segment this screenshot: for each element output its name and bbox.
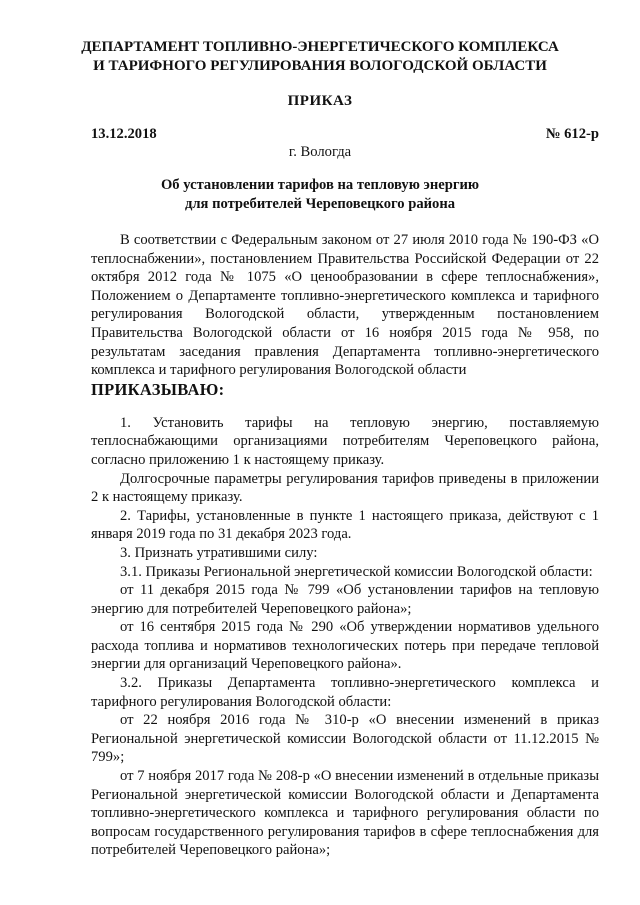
document-number: № 612-р — [545, 126, 599, 142]
document-body — [91, 231, 599, 860]
spacer — [91, 400, 599, 414]
item-paragraph: от 11 декабря 2015 года № 799 «Об установлении тарифов на тепловую энергию для потребителей Череповецкого района»; — [91, 582, 599, 617]
item-paragraph: Долгосрочные параметры регулирования тарифов приведены в приложении 2 к настоящему приказу. — [91, 470, 599, 506]
document-subject — [60, 176, 580, 213]
item-paragraph: 3. Признать утратившими силу: — [120, 544, 318, 561]
item-paragraph: 2. Тарифы, установленные в пункте 1 настоящего приказа, действуют с 1 января 2019 года по 31 декабря 2023 года. — [91, 507, 599, 543]
document-type-title: ПРИКАЗ — [287, 93, 353, 109]
department-header — [60, 38, 580, 76]
subject-line-1: Об установлении тарифов на тепловую энергию — [160, 177, 480, 193]
item-paragraph: от 22 ноября 2016 года № 310-р «О внесении изменений в приказ Региональной энергетической комиссии Вологодской области от 11.12.2015 № 799»; — [91, 712, 599, 766]
item-paragraph: 1. Установить тарифы на тепловую энергию, поставляемую теплоснабжающими организациями потребителям Череповецкого района, согласно приложению 1 к настоящему приказу. — [91, 414, 599, 468]
header-line-2: И ТАРИФНОГО РЕГУЛИРОВАНИЯ ВОЛОГОДСКОЙ ОБЛАСТИ — [93, 58, 547, 74]
item-paragraph: от 7 ноября 2017 года № 208-р «О внесении изменений в отдельные приказы Региональной энергетической комиссии Вологодской области и Департамента топливно-энергетического комплекса и тарифного регулирования области по вопросам государственного регулирования тарифов в сфере теплоснабжения для потребителей Череповецкого района»; — [91, 768, 599, 859]
item-paragraph: 3.2. Приказы Департамента топливно-энергетического комплекса и тарифного регулирования Вологодской области: — [91, 675, 599, 710]
header-line-1: ДЕПАРТАМЕНТ ТОПЛИВНО-ЭНЕРГЕТИЧЕСКОГО КОМПЛЕКСА — [81, 39, 559, 55]
subject-line-2: для потребителей Череповецкого района — [184, 195, 456, 212]
document-date: 13.12.2018 — [91, 126, 157, 142]
preamble-paragraph: В соответствии с Федеральным законом от 27 июля 2010 года № 190-ФЗ «О теплоснабжении», постановлением Правительства Российской Федерации от 22 октября 2012 года № 1075 «О ценообразовании в сфере теплоснабжения», Положением о Департаменте топливно-энергетического комплекса и тарифного регулирования Вологодской области, утвержденным постановлением Правительства Вологодской области от 16 ноября 2015 года № 958, по результатам заседания правления Департамента топливно-энергетического комплекса и тарифного регулирования Вологодской области — [91, 232, 599, 379]
order-word: ПРИКАЗЫВАЮ: — [91, 379, 225, 399]
item-paragraph: от 16 сентября 2015 года № 290 «Об утверждении нормативов удельного расхода топлива и нормативов технологических потерь при передаче тепловой энергии для организаций Череповецкого района». — [91, 619, 599, 673]
item-paragraph: 3.1. Приказы Региональной энергетической комиссии Вологодской области: — [120, 563, 593, 580]
document-city: г. Вологда — [288, 144, 352, 160]
